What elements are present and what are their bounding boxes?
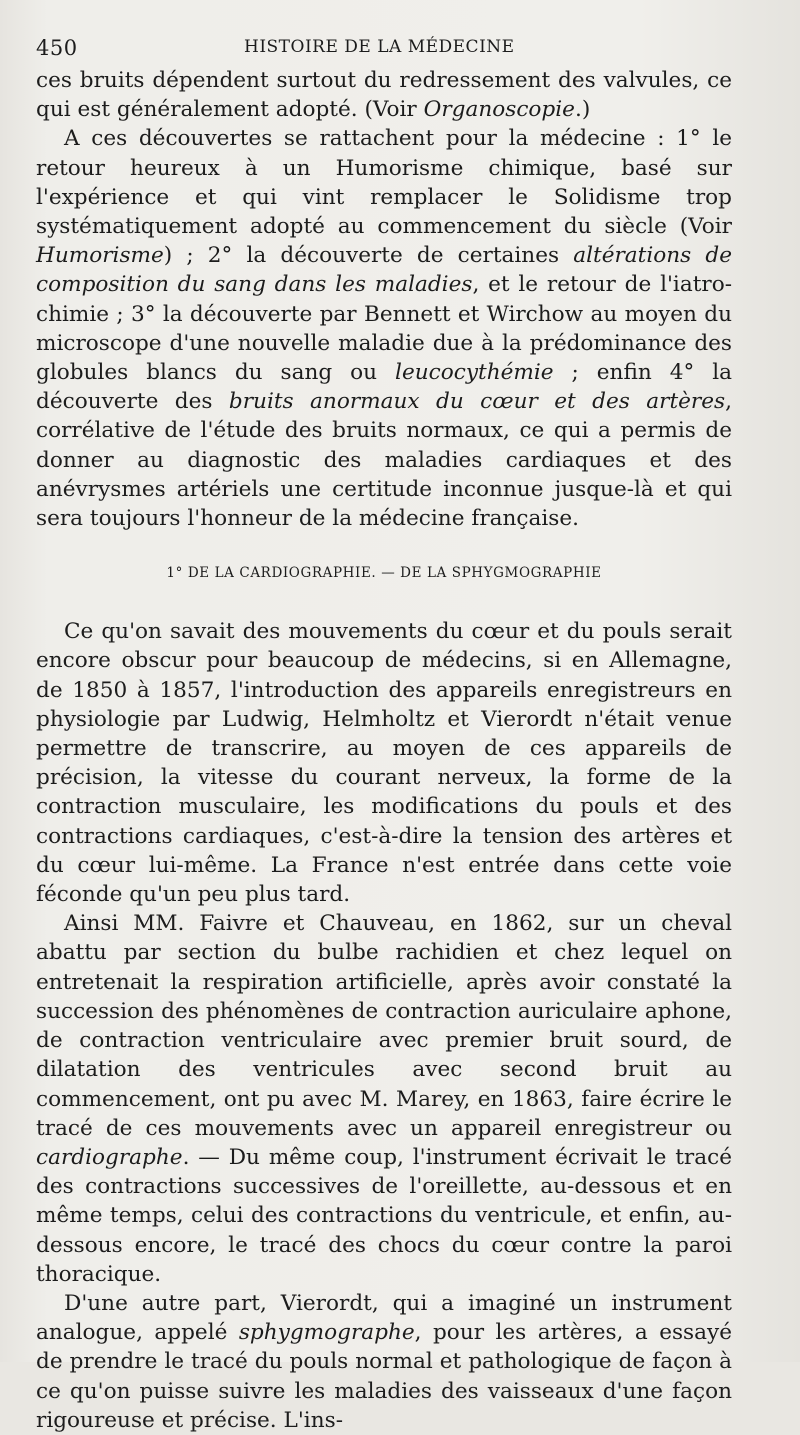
- text-block-top: [36, 66, 732, 533]
- text-run: D'une autre part, Vierordt, qui a imaginé un instrument analogue, appelé: [36, 1290, 732, 1346]
- italic-text: sphygmographe: [238, 1320, 415, 1346]
- paragraph: [36, 909, 732, 1289]
- section-heading: 1° DE LA CARDIOGRAPHIE. — DE LA SPHYGMOGRAPHIE: [166, 565, 602, 582]
- italic-text: bruits anormaux du cœur et des artères: [228, 389, 726, 415]
- text-run: ) ; 2° la découverte de certaines: [163, 243, 574, 269]
- italic-text: leucocythémie: [395, 360, 554, 386]
- text-run: , corrélative de l'étude des bruits normaux, ce qui a permis de donner au diagnostic des maladies cardiaques et des anévrysmes artériels une certitude inconnue jusque-là et qui sera toujours l'honneur de la médecine française.: [36, 389, 732, 532]
- italic-text: Organoscopie: [423, 97, 575, 123]
- paragraph: [36, 124, 732, 533]
- text-run: ces bruits dépendent surtout du redressement des valvules, ce qui est généralement adopté. (Voir: [36, 68, 732, 123]
- text-run: A ces découvertes se rattachent pour la médecine : 1° le retour heureux à un Humorisme chimique, basé sur l'expérience et qui vint remplacer le Solidisme trop systématiquement adopté au commencement du siècle (Voir: [36, 126, 732, 240]
- text-run: Ce qu'on savait des mouvements du cœur et du pouls serait encore obscur pour beaucoup de médecins, si en Allemagne, de 1850 à 1857, l'introduction des appareils enregistreurs en physiologie par Ludwig, Helmholtz et Vierordt n'était venue permettre de transcrire, au moyen de ces appareils de précision, la vitesse du courant nerveux, la forme de la contraction musculaire, les modifications du pouls et des contractions cardiaques, c'est-à-dire la tension des artères et du cœur lui-même. La France n'est entrée dans cette voie féconde qu'un peu plus tard.: [36, 619, 732, 908]
- italic-text: altérations de composition du sang dans les maladies: [36, 243, 732, 298]
- text-block-bottom: [36, 617, 732, 1435]
- italic-text: Humorisme: [36, 243, 164, 269]
- running-title: HISTOIRE DE LA MÉDECINE: [244, 37, 515, 57]
- text-run: ; enfin 4° la découverte des: [36, 360, 732, 415]
- page-number: 450: [36, 36, 78, 60]
- italic-text: cardiographe: [36, 1144, 183, 1170]
- text-run: , pour les artères, a essayé de prendre le tracé du pouls normal et pathologique de façon à ce qu'on puisse suivre les maladies des vaisseaux d'une façon rigoureuse et précise. L'ins-: [36, 1320, 732, 1433]
- text-run: .): [574, 97, 591, 123]
- paragraph: [36, 617, 732, 909]
- text-run: . — Du même coup, l'instrument écrivait le tracé des contractions successives de l'oreillette, au-dessous et en même temps, celui des contractions du ventricule, et enfin, au-dessous encore, le tracé des chocs du cœur contre la paroi thoracique.: [36, 1144, 732, 1287]
- page-header: [36, 34, 732, 66]
- paragraph: [36, 66, 732, 124]
- text-run: Ainsi MM. Faivre et Chauveau, en 1862, sur un cheval abattu par section du bulbe rachidien et chez lequel on entretenait la respiration artificielle, après avoir constaté la succession des phénomènes de contraction auriculaire aphone, de contraction ventriculaire avec premier bruit sourd, de dilatation des ventricules avec second bruit au commencement, ont pu avec M. Marey, en 1863, faire écrire le tracé de ces mouvements avec un appareil enregistreur ou: [36, 911, 732, 1141]
- text-run: , et le retour de l'iatro-chimie ; 3° la découverte par Bennett et Wirchow au moyen du microscope d'une nouvelle maladie due à la prédominance des globules blancs du sang ou: [36, 272, 732, 386]
